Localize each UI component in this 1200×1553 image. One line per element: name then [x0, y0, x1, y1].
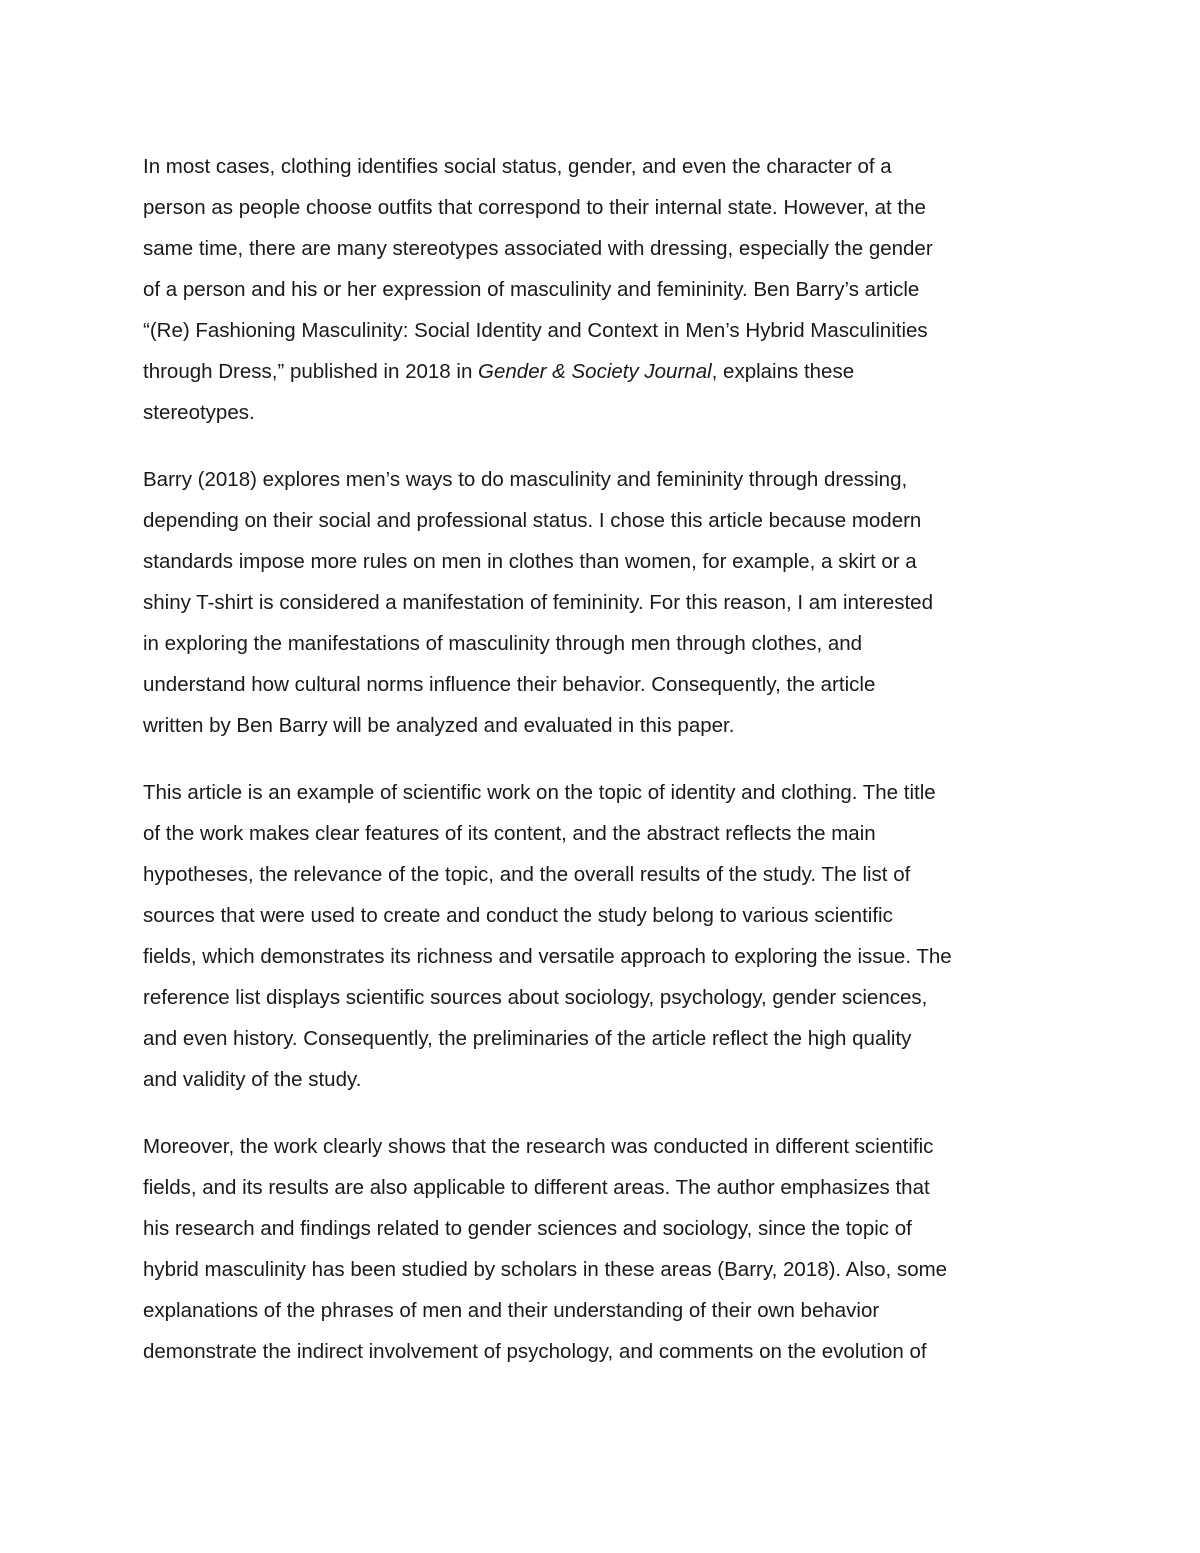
paragraph-4 [143, 1126, 1073, 1372]
text-line: “(Re) Fashioning Masculinity: Social Identity and Context in Men’s Hybrid Masculinities [143, 319, 928, 342]
text-line: understand how cultural norms influence their behavior. Consequently, the article [143, 673, 876, 696]
text-line [143, 351, 1073, 392]
text-line: and validity of the study. [143, 1068, 362, 1091]
document-body [143, 146, 1073, 1398]
text-run: , explains these [711, 360, 855, 383]
text-line: of the work makes clear features of its content, and the abstract reflects the main [143, 822, 876, 845]
text-line: This article is an example of scientific work on the topic of identity and clothing. The title [143, 781, 936, 804]
text-line: of a person and his or her expression of masculinity and femininity. Ben Barry’s article [143, 278, 920, 301]
text-line: hypotheses, the relevance of the topic, and the overall results of the study. The list of [143, 863, 911, 886]
paragraph-2 [143, 459, 1073, 746]
text-line: person as people choose outfits that correspond to their internal state. However, at the [143, 196, 926, 219]
text-line: demonstrate the indirect involvement of psychology, and comments on the evolution of [143, 1340, 927, 1363]
text-line: and even history. Consequently, the preliminaries of the article reflect the high quality [143, 1027, 912, 1050]
text-line: sources that were used to create and conduct the study belong to various scientific [143, 904, 893, 927]
text-line: Barry (2018) explores men’s ways to do masculinity and femininity through dressing, [143, 468, 908, 491]
text-run: through Dress,” published in 2018 in [143, 360, 479, 383]
text-line: in exploring the manifestations of masculinity through men through clothes, and [143, 632, 863, 655]
paragraph-1 [143, 146, 1073, 433]
journal-title: Gender & Society Journal [478, 360, 712, 383]
text-line: depending on their social and professional status. I chose this article because modern [143, 509, 922, 532]
text-line: In most cases, clothing identifies social status, gender, and even the character of a [143, 155, 892, 178]
text-line: stereotypes. [143, 401, 255, 424]
text-line: his research and findings related to gender sciences and sociology, since the topic of [143, 1217, 912, 1240]
text-line: explanations of the phrases of men and their understanding of their own behavior [143, 1299, 880, 1322]
text-line: fields, which demonstrates its richness and versatile approach to exploring the issue. The [143, 945, 952, 968]
text-line: Moreover, the work clearly shows that the research was conducted in different scientific [143, 1135, 934, 1158]
paragraph-3 [143, 772, 1073, 1100]
text-line: written by Ben Barry will be analyzed and evaluated in this paper. [143, 714, 735, 737]
text-line: standards impose more rules on men in clothes than women, for example, a skirt or a [143, 550, 917, 573]
text-line: same time, there are many stereotypes associated with dressing, especially the gender [143, 237, 933, 260]
text-line: hybrid masculinity has been studied by scholars in these areas (Barry, 2018). Also, some [143, 1258, 948, 1281]
text-line: fields, and its results are also applicable to different areas. The author emphasizes that [143, 1176, 930, 1199]
text-line: shiny T-shirt is considered a manifestation of femininity. For this reason, I am interested [143, 591, 933, 614]
text-line: reference list displays scientific sources about sociology, psychology, gender sciences, [143, 986, 928, 1009]
